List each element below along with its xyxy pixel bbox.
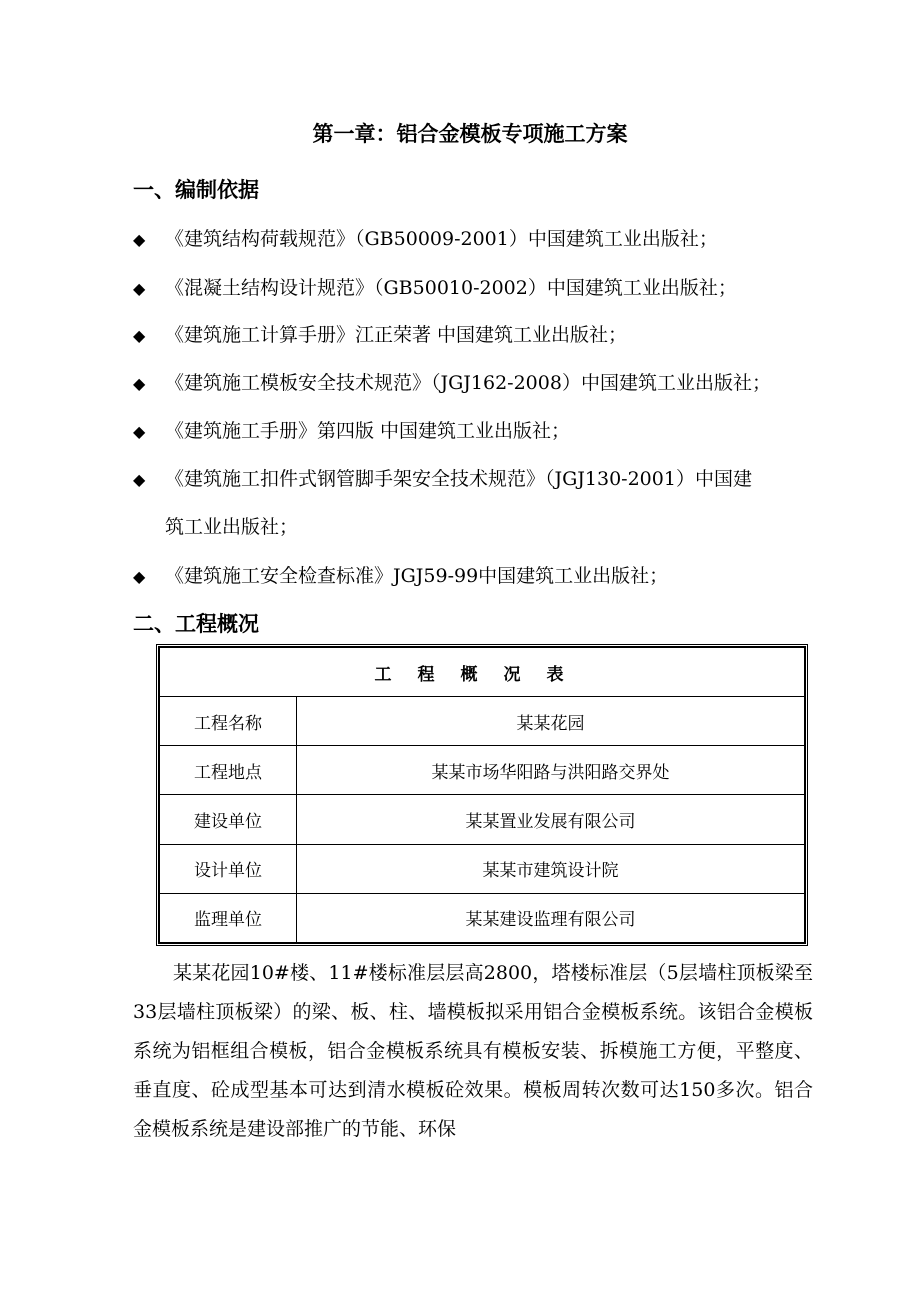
reference-text: 《建筑施工计算手册》江正荣著 中国建筑工业出版社； [165,324,628,346]
reference-item [133,224,718,251]
row-value: 某某置业发展有限公司 [297,795,805,844]
table-row [160,844,805,893]
reference-item [133,320,627,347]
reference-item [133,273,737,300]
table-row [160,746,805,795]
diamond-bullet-icon: ◆ [133,326,146,345]
diamond-bullet-icon: ◆ [133,422,146,441]
row-value: 某某市场华阳路与洪阳路交界处 [297,746,805,795]
reference-text: 《建筑施工安全检查标准》JGJ59-99中国建筑工业出版社； [165,565,669,587]
row-label: 设计单位 [160,844,297,893]
row-label: 工程地点 [160,746,297,795]
section-heading-basis: 一、编制依据 [133,178,259,202]
reference-text: 《建筑施工手册》第四版 中国建筑工业出版社； [165,420,571,442]
row-label: 建设单位 [160,795,297,844]
row-value: 某某市建筑设计院 [297,844,805,893]
reference-item [133,368,771,395]
table-row [160,893,805,942]
diamond-bullet-icon: ◆ [133,374,146,393]
table-header: 工程概况表 [160,648,805,697]
table-row [160,795,805,844]
diamond-bullet-icon: ◆ [133,230,146,249]
overview-paragraph: 某某花园10#楼、11#楼标准层层高2800，塔楼标准层（5层墙柱顶板梁至33层墙柱顶板梁）的梁、板、柱、墙模板拟采用铝合金模板系统。该铝合金模板系统为铝框组合模板，铝合金模板系统具有模板安装、拆模施工方便，平整度、垂直度、砼成型基本可达到清水模板砼效果。模板周转次数可达150多次。铝合金模板系统是建设部推广的节能、环保 [133,962,813,1140]
row-value: 某某花园 [297,697,805,746]
section-heading-overview: 二、工程概况 [133,612,259,636]
reference-text: 《混凝土结构设计规范》（GB50010-2002）中国建筑工业出版社； [165,277,737,299]
row-label: 监理单位 [160,893,297,942]
table-row [160,697,805,746]
reference-continuation: 筑工业出版社； [165,516,299,538]
project-overview-table [156,644,808,946]
reference-text: 《建筑结构荷载规范》（GB50009-2001）中国建筑工业出版社； [165,228,718,250]
reference-text: 《建筑施工模板安全技术规范》（JGJ162-2008）中国建筑工业出版社； [165,372,771,394]
chapter-title: 第一章：铝合金模板专项施工方案 [312,122,628,146]
reference-item [133,416,570,443]
reference-item [133,464,752,491]
diamond-bullet-icon: ◆ [133,567,146,586]
diamond-bullet-icon: ◆ [133,470,146,489]
row-value: 某某建设监理有限公司 [297,893,805,942]
row-label: 工程名称 [160,697,297,746]
diamond-bullet-icon: ◆ [133,279,146,298]
reference-text: 《建筑施工扣件式钢管脚手架安全技术规范》（JGJ130-2001）中国建 [165,468,752,490]
reference-item [133,561,668,588]
